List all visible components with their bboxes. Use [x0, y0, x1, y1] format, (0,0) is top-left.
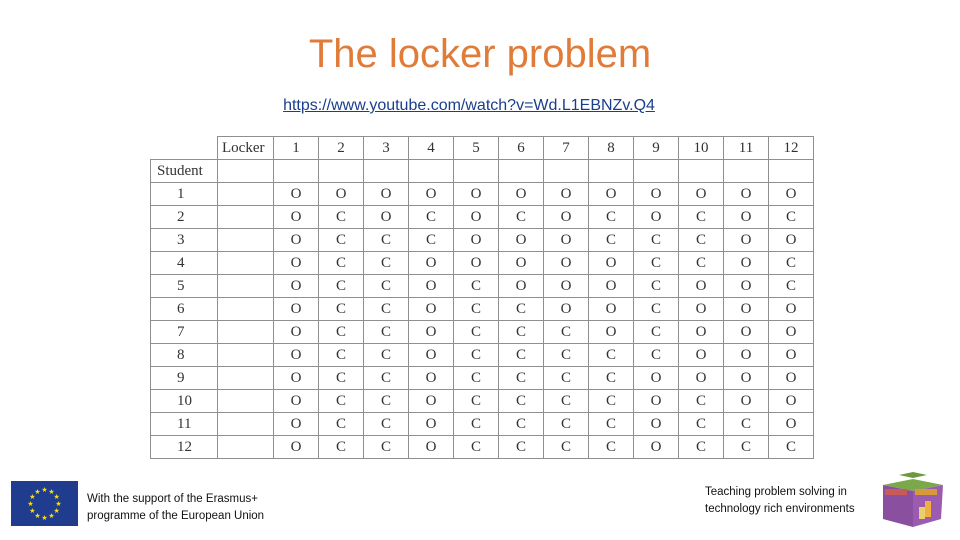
locker-state-cell: C [454, 413, 499, 436]
locker-number: 5 [454, 137, 499, 160]
locker-state-cell: O [274, 390, 319, 413]
locker-state-cell: O [679, 183, 724, 206]
locker-state-cell: O [769, 413, 814, 436]
locker-state-cell: O [544, 183, 589, 206]
table-row [151, 252, 814, 275]
locker-state-cell: C [364, 413, 409, 436]
locker-state-cell: O [274, 183, 319, 206]
locker-state-cell: O [589, 252, 634, 275]
locker-state-cell: O [409, 390, 454, 413]
table-row [151, 436, 814, 459]
locker-table [150, 136, 814, 459]
locker-state-cell: O [634, 413, 679, 436]
locker-state-cell: C [319, 229, 364, 252]
student-number: 8 [151, 344, 218, 367]
locker-state-cell: C [679, 413, 724, 436]
locker-state-cell: C [364, 229, 409, 252]
empty-cell [218, 275, 274, 298]
locker-state-cell: O [724, 275, 769, 298]
locker-state-cell: O [544, 275, 589, 298]
locker-number: 9 [634, 137, 679, 160]
locker-state-cell: O [589, 321, 634, 344]
locker-state-cell: O [499, 252, 544, 275]
empty-cell [218, 344, 274, 367]
empty-cell [218, 183, 274, 206]
tagline-line-1: Teaching problem solving in [705, 486, 847, 498]
student-number: 1 [151, 183, 218, 206]
student-header-row [151, 160, 814, 183]
empty-cell [634, 160, 679, 183]
locker-state-cell: C [364, 252, 409, 275]
locker-state-cell: C [724, 436, 769, 459]
table-row [151, 298, 814, 321]
empty-cell [499, 160, 544, 183]
eu-star-icon: ★ [41, 486, 48, 494]
locker-state-cell: O [724, 367, 769, 390]
locker-state-cell: O [274, 229, 319, 252]
locker-state-cell: C [364, 321, 409, 344]
eu-star-icon: ★ [55, 500, 62, 508]
student-number: 11 [151, 413, 218, 436]
locker-state-cell: C [364, 298, 409, 321]
locker-state-cell: C [319, 413, 364, 436]
locker-state-cell: O [409, 183, 454, 206]
locker-state-cell: O [274, 367, 319, 390]
student-number: 6 [151, 298, 218, 321]
locker-state-cell: O [499, 183, 544, 206]
locker-state-cell: O [724, 229, 769, 252]
locker-state-cell: C [679, 252, 724, 275]
locker-state-cell: O [274, 298, 319, 321]
locker-state-cell: O [409, 367, 454, 390]
locker-state-cell: C [319, 367, 364, 390]
locker-state-cell: C [634, 344, 679, 367]
locker-state-cell: O [544, 298, 589, 321]
locker-state-cell: O [634, 206, 679, 229]
locker-number: 12 [769, 137, 814, 160]
student-number: 5 [151, 275, 218, 298]
locker-state-cell: C [544, 321, 589, 344]
locker-state-cell: C [409, 229, 454, 252]
locker-state-cell: O [634, 183, 679, 206]
locker-state-cell: C [499, 436, 544, 459]
locker-number: 6 [499, 137, 544, 160]
locker-state-cell: C [679, 390, 724, 413]
empty-cell [319, 160, 364, 183]
empty-cell [409, 160, 454, 183]
student-number: 4 [151, 252, 218, 275]
eu-star-icon: ★ [29, 493, 36, 501]
tagline-line-2: technology rich environments [705, 503, 855, 515]
project-logo-icon [879, 471, 947, 529]
locker-state-cell: O [364, 183, 409, 206]
locker-state-cell: C [679, 436, 724, 459]
student-number: 2 [151, 206, 218, 229]
locker-state-cell: O [769, 367, 814, 390]
locker-state-cell: C [589, 229, 634, 252]
locker-state-cell: O [724, 321, 769, 344]
locker-state-cell: C [319, 252, 364, 275]
locker-state-cell: C [409, 206, 454, 229]
locker-state-cell: C [634, 229, 679, 252]
locker-state-cell: O [769, 298, 814, 321]
eu-star-icon: ★ [53, 507, 60, 515]
student-number: 7 [151, 321, 218, 344]
eu-star-icon: ★ [48, 487, 55, 496]
empty-cell [218, 321, 274, 344]
locker-state-cell: O [679, 344, 724, 367]
locker-state-cell: O [274, 275, 319, 298]
support-line-2: programme of the European Union [87, 510, 265, 522]
locker-state-cell: O [544, 229, 589, 252]
locker-state-cell: C [769, 206, 814, 229]
locker-state-cell: O [409, 252, 454, 275]
locker-state-cell: C [319, 206, 364, 229]
locker-state-cell: O [454, 229, 499, 252]
locker-number: 4 [409, 137, 454, 160]
locker-state-cell: C [544, 344, 589, 367]
locker-state-cell: C [544, 436, 589, 459]
locker-state-cell: O [724, 206, 769, 229]
locker-number: 7 [544, 137, 589, 160]
locker-number: 11 [724, 137, 769, 160]
locker-state-cell: O [634, 390, 679, 413]
locker-state-cell: O [724, 390, 769, 413]
locker-state-cell: C [589, 367, 634, 390]
student-number: 12 [151, 436, 218, 459]
eu-star-icon: ★ [34, 512, 41, 521]
eu-star-icon: ★ [53, 493, 60, 501]
locker-state-cell: O [409, 436, 454, 459]
locker-state-cell: O [724, 344, 769, 367]
eu-star-icon: ★ [41, 514, 48, 522]
locker-state-cell: O [499, 229, 544, 252]
empty-cell [218, 252, 274, 275]
empty-cell [364, 160, 409, 183]
locker-state-cell: C [589, 390, 634, 413]
locker-state-cell: O [769, 183, 814, 206]
locker-state-cell: O [724, 252, 769, 275]
table-row [151, 344, 814, 367]
locker-state-cell: O [589, 275, 634, 298]
locker-state-cell: O [274, 321, 319, 344]
locker-state-cell: O [499, 275, 544, 298]
table-row [151, 413, 814, 436]
locker-state-cell: C [319, 321, 364, 344]
locker-state-cell: C [364, 367, 409, 390]
locker-state-cell: C [634, 321, 679, 344]
student-number: 3 [151, 229, 218, 252]
erasmus-support-text [87, 491, 264, 525]
locker-state-cell: O [769, 390, 814, 413]
locker-state-cell: O [769, 321, 814, 344]
table-row [151, 390, 814, 413]
eu-stars [11, 481, 78, 526]
locker-number: 2 [319, 137, 364, 160]
empty-cell [274, 160, 319, 183]
locker-state-cell: C [454, 321, 499, 344]
eu-star-icon: ★ [48, 512, 55, 521]
table-row [151, 321, 814, 344]
locker-state-cell: O [274, 436, 319, 459]
table-row [151, 206, 814, 229]
locker-state-cell: C [634, 275, 679, 298]
locker-state-cell: O [634, 367, 679, 390]
empty-cell [454, 160, 499, 183]
empty-cell [218, 436, 274, 459]
table-row [151, 229, 814, 252]
locker-state-cell: O [454, 183, 499, 206]
locker-state-cell: C [769, 275, 814, 298]
locker-state-cell: O [409, 321, 454, 344]
locker-state-cell: C [499, 344, 544, 367]
corner-cell [151, 137, 218, 160]
locker-state-cell: C [634, 252, 679, 275]
slide-title: The locker problem [308, 32, 652, 76]
locker-state-cell: C [454, 436, 499, 459]
locker-state-cell: C [364, 390, 409, 413]
table-row [151, 367, 814, 390]
locker-state-cell: O [274, 206, 319, 229]
locker-state-cell: C [454, 390, 499, 413]
locker-state-cell: C [454, 367, 499, 390]
empty-cell [218, 390, 274, 413]
locker-state-cell: C [544, 413, 589, 436]
locker-state-cell: O [589, 183, 634, 206]
locker-state-cell: O [319, 183, 364, 206]
locker-state-cell: C [319, 298, 364, 321]
empty-cell [769, 160, 814, 183]
locker-state-cell: O [454, 252, 499, 275]
locker-number: 8 [589, 137, 634, 160]
empty-cell [218, 413, 274, 436]
locker-state-cell: C [679, 229, 724, 252]
table-row [151, 275, 814, 298]
table-row [151, 183, 814, 206]
youtube-link[interactable]: https://www.youtube.com/watch?v=Wd.L1EBNZv.Q4 [283, 97, 655, 114]
locker-state-cell: C [499, 206, 544, 229]
empty-cell [218, 206, 274, 229]
locker-state-cell: O [769, 344, 814, 367]
locker-state-cell: C [499, 413, 544, 436]
locker-state-cell: O [364, 206, 409, 229]
empty-cell [218, 160, 274, 183]
locker-state-cell: C [589, 206, 634, 229]
locker-state-cell: C [634, 298, 679, 321]
locker-state-cell: C [454, 298, 499, 321]
locker-header-row [151, 137, 814, 160]
empty-cell [544, 160, 589, 183]
locker-state-cell: C [364, 344, 409, 367]
locker-state-cell: C [769, 436, 814, 459]
locker-state-cell: C [544, 390, 589, 413]
empty-cell [589, 160, 634, 183]
empty-cell [218, 367, 274, 390]
locker-state-cell: O [274, 344, 319, 367]
locker-state-cell: O [274, 413, 319, 436]
locker-state-cell: C [364, 275, 409, 298]
locker-state-cell: O [544, 252, 589, 275]
locker-state-cell: C [319, 275, 364, 298]
support-line-1: With the support of the Erasmus+ [87, 493, 258, 505]
locker-state-cell: O [679, 367, 724, 390]
locker-state-cell: C [454, 344, 499, 367]
project-tagline [705, 484, 855, 518]
locker-state-cell: O [544, 206, 589, 229]
locker-state-cell: C [589, 436, 634, 459]
locker-state-cell: O [634, 436, 679, 459]
locker-state-cell: C [679, 206, 724, 229]
locker-state-cell: O [589, 298, 634, 321]
locker-state-cell: O [724, 298, 769, 321]
locker-state-cell: C [319, 436, 364, 459]
locker-state-cell: O [409, 413, 454, 436]
locker-state-cell: C [769, 252, 814, 275]
locker-state-cell: O [274, 252, 319, 275]
eu-star-icon: ★ [34, 487, 41, 496]
eu-star-icon: ★ [29, 507, 36, 515]
locker-state-cell: C [454, 275, 499, 298]
locker-state-cell: O [679, 275, 724, 298]
eu-flag-icon [11, 481, 78, 526]
locker-state-cell: C [589, 413, 634, 436]
locker-state-cell: O [409, 275, 454, 298]
locker-number: 10 [679, 137, 724, 160]
locker-header: Locker [218, 137, 274, 160]
locker-state-cell: C [544, 367, 589, 390]
empty-cell [679, 160, 724, 183]
locker-state-cell: C [499, 367, 544, 390]
locker-state-cell: C [499, 298, 544, 321]
locker-state-cell: C [364, 436, 409, 459]
locker-state-cell: O [409, 344, 454, 367]
locker-state-cell: O [769, 229, 814, 252]
locker-number: 1 [274, 137, 319, 160]
locker-state-cell: C [499, 321, 544, 344]
locker-state-cell: C [589, 344, 634, 367]
locker-state-cell: C [319, 390, 364, 413]
student-number: 10 [151, 390, 218, 413]
empty-cell [218, 298, 274, 321]
locker-state-cell: O [454, 206, 499, 229]
locker-state-cell: O [724, 183, 769, 206]
locker-number: 3 [364, 137, 409, 160]
locker-state-cell: C [724, 413, 769, 436]
locker-state-cell: C [499, 390, 544, 413]
empty-cell [724, 160, 769, 183]
eu-star-icon: ★ [27, 500, 34, 508]
student-number: 9 [151, 367, 218, 390]
locker-state-cell: O [679, 298, 724, 321]
locker-state-cell: O [679, 321, 724, 344]
locker-state-cell: C [319, 344, 364, 367]
empty-cell [218, 229, 274, 252]
locker-state-cell: O [409, 298, 454, 321]
student-header: Student [151, 160, 218, 183]
